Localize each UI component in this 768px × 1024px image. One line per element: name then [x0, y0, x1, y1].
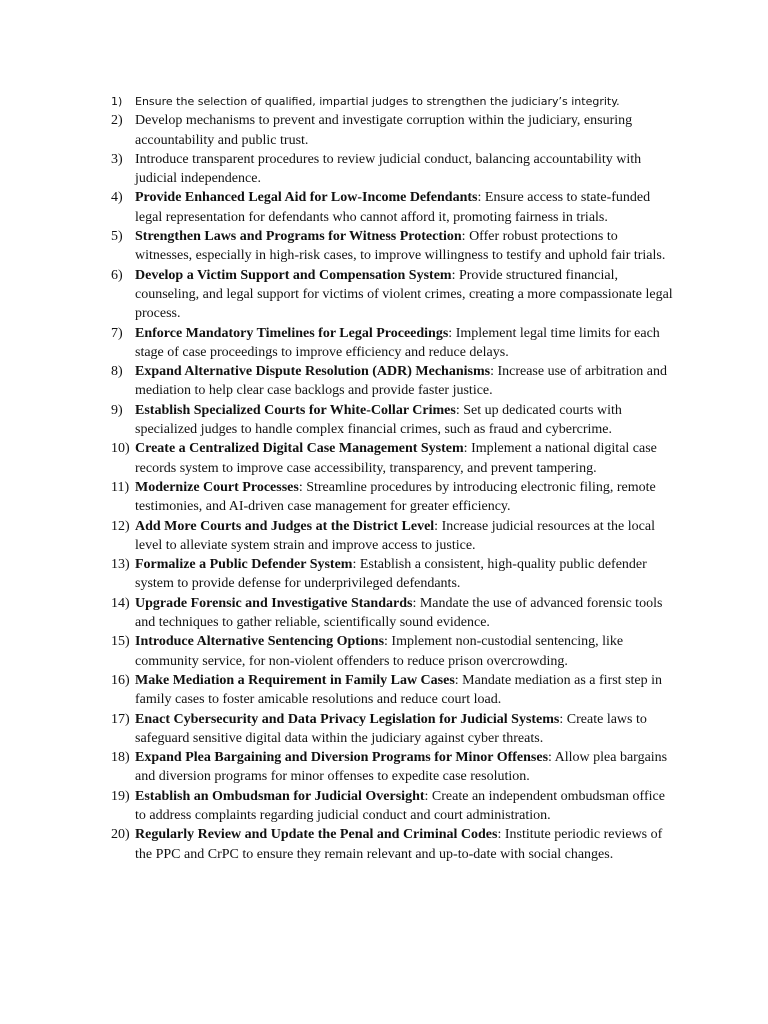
- item-term: Develop a Victim Support and Compensation System: [135, 267, 452, 283]
- item-text: [135, 150, 676, 189]
- item-text: [135, 748, 676, 787]
- list-item: [111, 92, 676, 111]
- item-description: Ensure the selection of qualified, impartial judges to strengthen the judiciary’s integrity.: [135, 95, 620, 108]
- item-term: Enact Cybersecurity and Data Privacy Legislation for Judicial Systems: [135, 711, 560, 727]
- item-description: Implement a national digital case records system to improve case accessibility, transparency, and prevent tampering.: [135, 441, 657, 476]
- item-number: 19): [111, 788, 130, 804]
- item-separator: :: [548, 750, 552, 766]
- item-description: Ensure access to state-funded legal representation for defendants who cannot afford it, promoting fairness in trials.: [135, 190, 651, 225]
- item-number: 15): [111, 634, 130, 650]
- item-description: Set up dedicated courts with specialized judges to handle complex financial crimes, such as fraud and cybercrime.: [135, 402, 622, 438]
- item-description: Create laws to safeguard sensitive digital data within the judiciary against cyber threats.: [135, 711, 647, 746]
- item-separator: :: [352, 557, 357, 573]
- item-term: Make Mediation a Requirement in Family Law Cases: [135, 672, 455, 688]
- item-text: [135, 478, 676, 517]
- item-term: Strengthen Laws and Programs for Witness Protection: [135, 229, 462, 245]
- item-number: 4): [111, 190, 123, 206]
- item-description: Implement non-custodial sentencing, like community service, for non-violent offenders to reduce prison overcrowding.: [135, 634, 624, 669]
- item-term: Regularly Review and Update the Penal and Criminal Codes: [135, 827, 498, 843]
- item-text: [135, 671, 676, 710]
- item-term: Add More Courts and Judges at the District Level: [135, 518, 435, 534]
- item-separator: :: [298, 479, 303, 495]
- item-number: 18): [111, 750, 130, 766]
- item-description: Increase use of arbitration and mediation to help clear case backlogs and provide faster justice.: [135, 364, 667, 399]
- item-separator: :: [412, 595, 417, 611]
- item-number: 12): [111, 518, 130, 534]
- list-item: [111, 825, 676, 864]
- item-number: 11): [111, 479, 130, 495]
- item-description: Introduce transparent procedures to review judicial conduct, balancing accountability with judicial independence.: [135, 151, 642, 187]
- item-number: 8): [111, 364, 123, 380]
- item-separator: :: [490, 364, 494, 380]
- item-description: Create an independent ombudsman office to address complaints regarding judicial conduct and court administration.: [135, 788, 665, 823]
- item-text: [135, 439, 676, 478]
- item-term: Introduce Alternative Sentencing Options: [135, 634, 385, 650]
- list-item: [111, 401, 676, 440]
- recommendations-list: [111, 92, 676, 864]
- list-item: [111, 710, 676, 749]
- item-term: Create a Centralized Digital Case Management System: [135, 441, 464, 457]
- item-text: [135, 227, 676, 266]
- list-item: [111, 362, 676, 401]
- item-description: Develop mechanisms to prevent and investigate corruption within the judiciary, ensuring accountability and public trust.: [135, 113, 633, 148]
- list-item: [111, 111, 676, 150]
- list-item: [111, 787, 676, 826]
- item-description: Streamline procedures by introducing electronic filing, remote testimonies, and AI-driven case management for greater efficiency.: [135, 479, 656, 515]
- item-text: [135, 825, 676, 864]
- list-item: [111, 188, 676, 227]
- list-item: [111, 555, 676, 594]
- item-number: 13): [111, 557, 130, 573]
- item-number: 10): [111, 441, 130, 457]
- item-text: [135, 517, 676, 556]
- list-item: [111, 594, 676, 633]
- item-separator: :: [477, 190, 482, 206]
- item-number: 6): [111, 267, 123, 283]
- item-separator: :: [448, 325, 453, 341]
- item-number: 2): [111, 113, 123, 129]
- item-number: 14): [111, 595, 130, 611]
- item-term: Establish an Ombudsman for Judicial Oversight: [135, 788, 425, 804]
- item-separator: :: [461, 229, 466, 245]
- item-description: Provide structured financial, counseling, and legal support for victims of violent crimes, creating a more compassionate legal process.: [135, 267, 673, 322]
- item-text: [135, 632, 676, 671]
- item-term: Modernize Court Processes: [135, 479, 299, 495]
- item-number: 9): [111, 402, 123, 418]
- item-term: Provide Enhanced Legal Aid for Low-Income Defendants: [135, 190, 478, 206]
- item-term: Expand Plea Bargaining and Diversion Programs for Minor Offenses: [135, 750, 549, 766]
- item-text: [135, 710, 676, 749]
- item-separator: :: [451, 267, 456, 283]
- item-description: Establish a consistent, high-quality public defender system to provide defense for underprivileged defendants.: [135, 557, 647, 592]
- list-item: [111, 632, 676, 671]
- item-text: [135, 324, 676, 363]
- item-number: 20): [111, 827, 130, 843]
- list-item: [111, 478, 676, 517]
- list-item: [111, 748, 676, 787]
- item-term: Formalize a Public Defender System: [135, 557, 353, 573]
- item-term: Establish Specialized Courts for White-Collar Crimes: [135, 402, 456, 418]
- item-description: Implement legal time limits for each stage of case proceedings to improve efficiency and reduce delays.: [135, 325, 660, 360]
- item-text: [135, 266, 676, 324]
- item-separator: :: [434, 518, 439, 534]
- item-number: 1): [111, 95, 123, 108]
- list-item: [111, 266, 676, 324]
- item-description: Allow plea bargains and diversion programs for minor offenses to expedite case resolution.: [135, 750, 668, 785]
- item-term: Enforce Mandatory Timelines for Legal Proceedings: [135, 325, 449, 341]
- item-description: Increase judicial resources at the local level to alleviate system strain and improve access to justice.: [135, 518, 655, 553]
- item-separator: :: [497, 827, 502, 843]
- item-number: 16): [111, 672, 130, 688]
- item-number: 3): [111, 151, 123, 167]
- item-number: 5): [111, 229, 123, 245]
- item-text: [135, 555, 676, 594]
- item-description: Mandate the use of advanced forensic tools and techniques to gather reliable, scientifically sound evidence.: [135, 595, 663, 631]
- item-text: [135, 188, 676, 227]
- item-separator: :: [454, 672, 459, 688]
- item-term: Upgrade Forensic and Investigative Standards: [135, 595, 413, 611]
- item-separator: :: [455, 402, 460, 418]
- item-description: Offer robust protections to witnesses, especially in high-risk cases, to improve willingness to testify and uphold fair trials.: [135, 229, 666, 264]
- item-separator: :: [463, 441, 468, 457]
- item-text: [135, 787, 676, 826]
- item-separator: :: [384, 634, 388, 650]
- item-separator: :: [559, 711, 564, 727]
- item-description: Mandate mediation as a first step in family cases to foster amicable resolutions and reduce court load.: [135, 672, 663, 708]
- item-number: 17): [111, 711, 130, 727]
- item-text: [135, 362, 676, 401]
- item-text: [135, 401, 676, 440]
- item-term: Expand Alternative Dispute Resolution (ADR) Mechanisms: [135, 364, 491, 380]
- list-item: [111, 517, 676, 556]
- list-item: [111, 439, 676, 478]
- item-text: [135, 92, 676, 111]
- item-separator: :: [424, 788, 429, 804]
- list-item: [111, 150, 676, 189]
- item-number: 7): [111, 325, 123, 341]
- list-item: [111, 324, 676, 363]
- list-item: [111, 227, 676, 266]
- item-text: [135, 594, 676, 633]
- item-description: Institute periodic reviews of the PPC and CrPC to ensure they remain relevant and up-to-date with social changes.: [135, 827, 663, 862]
- list-item: [111, 671, 676, 710]
- item-text: [135, 111, 676, 150]
